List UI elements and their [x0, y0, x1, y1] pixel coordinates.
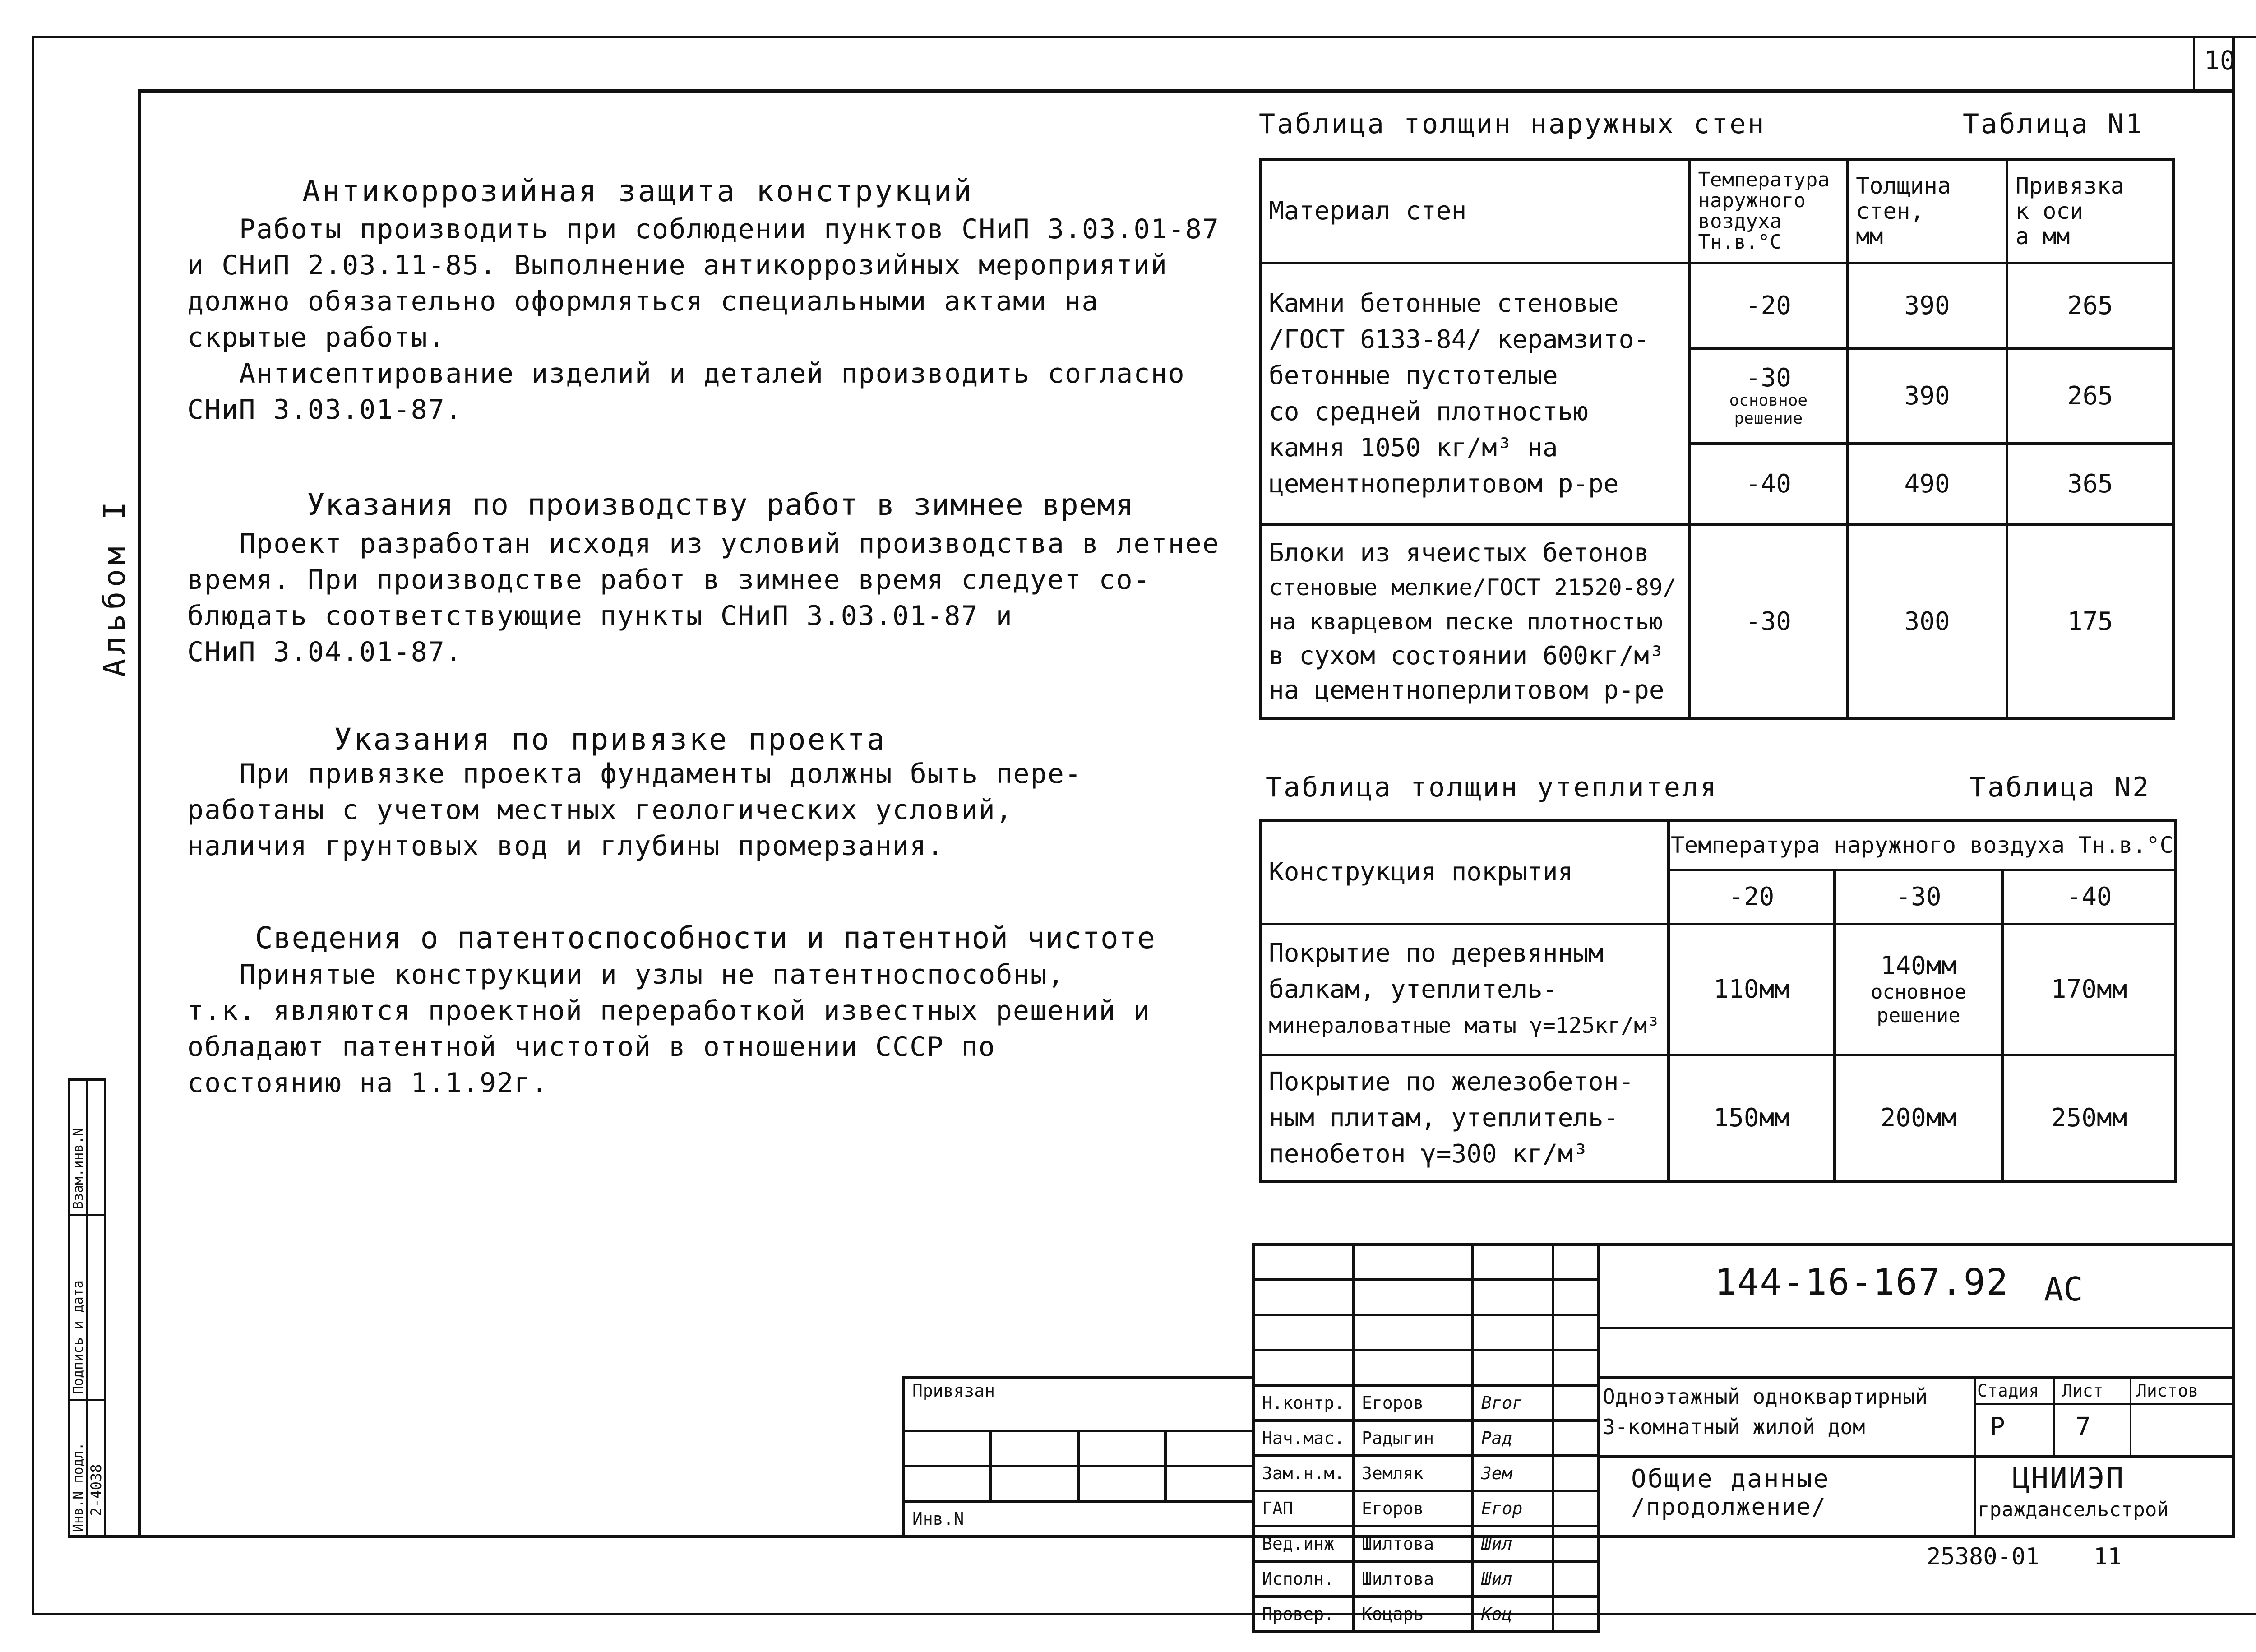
section-patent-line: обладают патентной чистотой в отношении СССР по: [187, 1031, 996, 1063]
inner-frame-left: [138, 89, 141, 1538]
section-winter-line: Проект разработан исходя из условий производства в летнее: [239, 528, 1220, 560]
table2-value: 250мм: [2002, 1055, 2175, 1181]
privyazan-cell: [1078, 1431, 1165, 1466]
table1-binding: 175: [2007, 525, 2173, 719]
table1-header-material: Материал стен: [1260, 159, 1689, 263]
side-stamp-inv-value: 2-4038: [88, 1464, 105, 1516]
section-corrosion-line: должно обязательно оформляться специальными актами на: [187, 286, 1099, 317]
title-block-signatures: [1252, 1243, 1600, 1633]
table1-temp: -30: [1745, 363, 1791, 393]
table1-material-line: камня 1050 кг/м³ на: [1269, 433, 1558, 463]
table1-header-temperature: [1689, 159, 1847, 263]
side-stamp-left: [68, 1078, 70, 1535]
section-corrosion-line: и СНиП 2.03.11-85. Выполнение антикоррозийных мероприятий: [187, 250, 1168, 281]
role: Провер.: [1253, 1596, 1353, 1632]
drawing-line: Общие данные: [1631, 1464, 1830, 1494]
table2-value-cell: [1835, 924, 2003, 1055]
object-line: Одноэтажный одноквартирный: [1603, 1384, 1928, 1409]
table2-temp: -30: [1835, 870, 2003, 924]
table2-value: 200мм: [1835, 1055, 2003, 1181]
side-stamp-inv-orig: Инв.N подл.: [70, 1442, 86, 1532]
table2-construction-line: пенобетон γ=300 кг/м³: [1269, 1139, 1589, 1169]
table2: [1259, 819, 2177, 1183]
footer-page: 11: [2094, 1543, 2122, 1570]
object-line: 3-комнатный жилой дом: [1603, 1415, 1865, 1439]
title-block-object-bottom: [1600, 1455, 2235, 1458]
table1-binding: 265: [2007, 349, 2173, 444]
table1-material-line: со средней плотностью: [1269, 397, 1589, 426]
section-winter-title: Указания по производству работ в зимнее время: [307, 487, 1134, 522]
outer-frame-bottom: [32, 1613, 2256, 1615]
name: Егоров: [1353, 1491, 1473, 1526]
table1-material-line: в сухом состоянии 600кг/м³: [1269, 641, 1664, 671]
table1-temp: -40: [1689, 444, 1847, 525]
table2-construction-line: Покрытие по железобетон-: [1269, 1067, 1634, 1097]
section-winter-line: время. При производстве работ в зимнее время следует со-: [187, 564, 1151, 596]
section-binding-line: работаны с учетом местных геологических условий,: [187, 794, 1013, 826]
doc-code: 144-16-167.92: [1715, 1261, 2009, 1303]
inner-frame-top: [138, 89, 2235, 93]
table2-value: 110мм: [1669, 924, 1835, 1055]
table1: [1259, 158, 2175, 720]
inv-no-label: Инв.N: [904, 1501, 1253, 1536]
section-patent-line: Принятые конструкции и узлы не патентноспособны,: [239, 959, 1065, 990]
name: Егоров: [1353, 1385, 1473, 1421]
side-stamp-top: [68, 1078, 106, 1081]
table2-construction-line: минераловатные маты γ=125кг/м³: [1269, 1013, 1660, 1038]
role: Н.контр.: [1253, 1385, 1353, 1421]
table2-value: 170мм: [2002, 924, 2175, 1055]
table1-label: Таблица N1: [1963, 108, 2144, 140]
title-block-code-bottom: [1600, 1327, 2235, 1329]
table2-header-temperature: Температура наружного воздуха Тн.в.°С: [1669, 820, 2176, 870]
table1-header-thickness-line: Толщина: [1856, 173, 1951, 199]
inner-frame-right: [2232, 36, 2235, 1538]
section-corrosion-line: Антисептирование изделий и деталей производить согласно: [239, 358, 1185, 389]
footer-number: 25380-01: [1927, 1543, 2040, 1570]
name: Радыгин: [1353, 1421, 1473, 1456]
signature: Рад: [1473, 1421, 1553, 1456]
table1-header-temperature-line: наружного: [1698, 189, 1806, 212]
table1-temp-note: основное решение: [1729, 391, 1808, 428]
table1-header-binding-line: Привязка: [2016, 173, 2124, 199]
table2-value: 150мм: [1669, 1055, 1835, 1181]
table2-construction-line: балкам, утеплитель-: [1269, 975, 1558, 1004]
table2-construction-line: ным плитам, утеплитель-: [1269, 1103, 1619, 1133]
table1-group1-material: [1260, 263, 1689, 525]
section-patent-line: т.к. являются проектной переработкой известных решений и: [187, 995, 1151, 1027]
table1-thickness: 490: [1847, 444, 2007, 525]
role: Зам.н.м.: [1253, 1456, 1353, 1491]
title-block-stage-sep1: [2053, 1376, 2055, 1455]
sheets-label: Листов: [2136, 1381, 2199, 1401]
signature: Шил: [1473, 1526, 1553, 1561]
outer-frame-left: [32, 36, 34, 1615]
privyazan-label: Привязан: [904, 1378, 1253, 1431]
title-block-top: [1600, 1243, 2235, 1246]
table1-header-thickness-line: мм: [1856, 223, 1883, 250]
table1-header-binding-line: а мм: [2016, 223, 2070, 250]
section-winter-line: СНиП 3.04.01-87.: [187, 636, 462, 668]
privyazan-cell: [904, 1431, 991, 1466]
privyazan-cell: [991, 1466, 1078, 1501]
side-stamp-div1: [68, 1214, 106, 1216]
section-winter-line: блюдать соответствующие пункты СНиП 3.03.01-87 и: [187, 600, 1013, 632]
sheet-number: 10: [2204, 45, 2236, 76]
name: Земляк: [1353, 1456, 1473, 1491]
name: Шилтова: [1353, 1561, 1473, 1596]
side-stamp-div2: [68, 1399, 106, 1401]
table1-group2-material: [1260, 525, 1689, 719]
table1-thickness: 390: [1847, 263, 2007, 349]
section-corrosion-line: скрытые работы.: [187, 322, 445, 353]
privyazan-cell: [991, 1431, 1078, 1466]
signature: Шил: [1473, 1561, 1553, 1596]
table1-material-line: на кварцевом песке плотностью: [1269, 609, 1663, 635]
privyazan-cell: [904, 1466, 991, 1501]
table1-temp-cell: [1689, 349, 1847, 444]
title-block-left: [1598, 1243, 1600, 1536]
sheet-value: 7: [2076, 1412, 2091, 1442]
table2-temp: -20: [1669, 870, 1835, 924]
section-corrosion-line: СНиП 3.03.01-87.: [187, 394, 462, 426]
section-corrosion-line: Работы производить при соблюдении пунктов СНиП 3.03.01-87: [239, 213, 1220, 245]
table1-material-line: Камни бетонные стеновые: [1269, 289, 1619, 318]
table2-header-construction: Конструкция покрытия: [1260, 820, 1669, 924]
table1-header-temperature-line: воздуха Тн.в.°С: [1698, 210, 1782, 254]
table1-material-line: Блоки из ячеистых бетонов: [1269, 538, 1649, 568]
table2-value-note: основное решение: [1871, 981, 1966, 1027]
signature: Коц: [1473, 1596, 1553, 1632]
table1-material-line: стеновые мелкие/ГОСТ 21520-89/: [1269, 574, 1677, 601]
table1-header-thickness-line: стен,: [1856, 198, 1924, 224]
section-corrosion-title: Антикоррозийная защита конструкций: [302, 174, 974, 208]
table2-row2-construction: [1260, 1055, 1669, 1181]
table1-header-temperature-line: Температура: [1698, 168, 1830, 191]
privyazan-cell: [1165, 1466, 1253, 1501]
table1-temp: -20: [1689, 263, 1847, 349]
section-binding-line: наличия грунтовых вод и глубины промерзания.: [187, 830, 944, 862]
table2-construction-line: Покрытие по деревянным: [1269, 939, 1604, 968]
role: Нач.мас.: [1253, 1421, 1353, 1456]
table1-header-thickness: [1847, 159, 2007, 263]
table2-row1-construction: [1260, 924, 1669, 1055]
side-stamp-vzam: Взам.инв.N: [70, 1128, 86, 1209]
section-patent-title: Сведения о патентоспособности и патентной чистоте: [255, 921, 1156, 955]
table1-header-binding: [2007, 159, 2173, 263]
signature: Вгог: [1473, 1385, 1553, 1421]
section-patent-line: состоянию на 1.1.92г.: [187, 1067, 549, 1099]
table2-caption: Таблица толщин утеплителя: [1266, 772, 1719, 803]
stage-value: Р: [1990, 1412, 2005, 1442]
title-block-stage-left: [1974, 1376, 1976, 1536]
stage-label: Стадия: [1977, 1381, 2039, 1401]
table1-material-line: /ГОСТ 6133-84/ керамзито-: [1269, 325, 1649, 354]
table1-thickness: 300: [1847, 525, 2007, 719]
role: Исполн.: [1253, 1561, 1353, 1596]
privyazan-cell: [1165, 1431, 1253, 1466]
table1-thickness: 390: [1847, 349, 2007, 444]
table1-header-binding-line: к оси: [2016, 198, 2084, 224]
signature: Зем: [1473, 1456, 1553, 1491]
title-block-stage-sep2: [2130, 1376, 2131, 1455]
side-stamp-sign-date: Подпись и дата: [70, 1280, 86, 1394]
drawing-line: /продолжение/: [1631, 1494, 1826, 1521]
role: ГАП: [1253, 1491, 1353, 1526]
table1-material-line: бетонные пустотелые: [1269, 361, 1558, 390]
section-binding-title: Указания по привязке проекта: [334, 722, 887, 757]
table1-temp: -30: [1689, 525, 1847, 719]
org-line: ЦНИИЭП: [2012, 1462, 2125, 1495]
title-block-object-top: [1600, 1376, 2235, 1379]
table2-label: Таблица N2: [1969, 772, 2151, 803]
section-binding-line: При привязке проекта фундаменты должны быть пере-: [239, 758, 1082, 790]
table1-binding: 265: [2007, 263, 2173, 349]
table1-material-line: на цементноперлитовом р-ре: [1269, 676, 1664, 705]
privyazan-cell: [1078, 1466, 1165, 1501]
doc-mark: АС: [2044, 1270, 2083, 1308]
outer-frame-top: [32, 36, 2256, 38]
name: Шилтова: [1353, 1526, 1473, 1561]
table2-temp: -40: [2002, 870, 2175, 924]
sheet-number-box-left: [2193, 36, 2195, 91]
name: Коцарь: [1353, 1596, 1473, 1632]
table1-material-line: цементноперлитовом р-ре: [1269, 469, 1619, 499]
title-block-privyazan: [902, 1376, 1254, 1538]
table1-binding: 365: [2007, 444, 2173, 525]
table1-caption: Таблица толщин наружных стен: [1259, 108, 1766, 140]
table2-value: 140мм: [1880, 951, 1957, 981]
sheet-label: Лист: [2062, 1381, 2103, 1401]
sheet-number-box-bottom: [2193, 89, 2233, 92]
org-line: граждансельстрой: [1978, 1498, 2169, 1521]
title-block-stage-header-line: [1974, 1403, 2235, 1405]
role: Вед.инж: [1253, 1526, 1353, 1561]
signature: Егор: [1473, 1491, 1553, 1526]
album-label: Альбом I: [97, 497, 132, 677]
